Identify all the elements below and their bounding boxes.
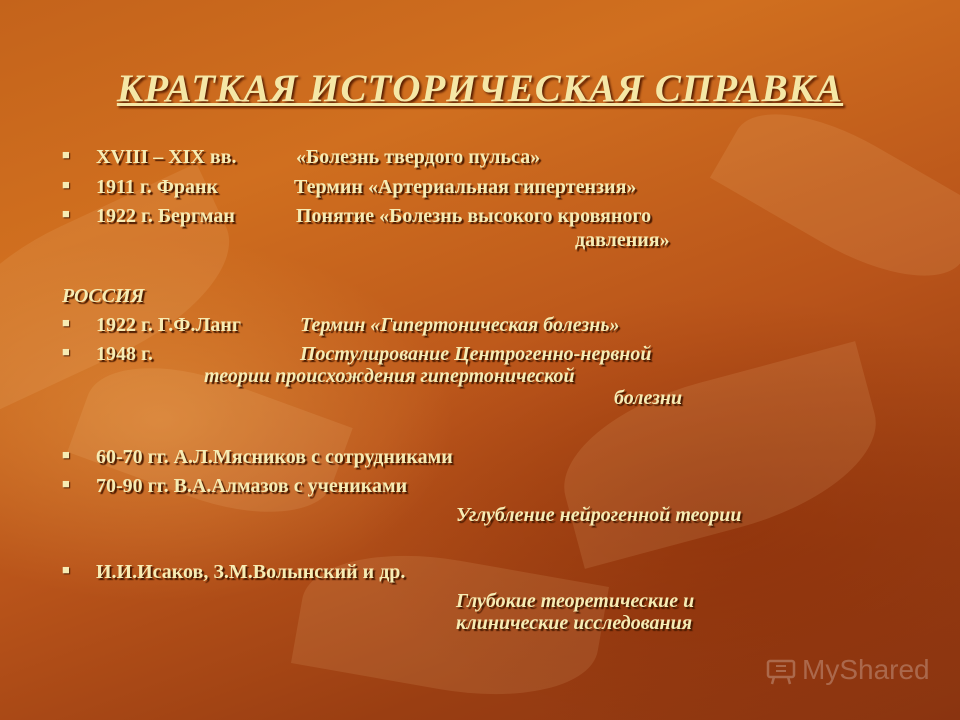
- bullet-icon: ■: [62, 562, 70, 577]
- item-date: 1922 г. Бергман: [96, 205, 235, 227]
- item-text: теории происхождения гипертонической: [204, 365, 575, 387]
- bullet-icon: ■: [62, 476, 70, 491]
- item-text: Глубокие теоретические и: [456, 590, 695, 612]
- item-date: 1911 г. Франк: [96, 176, 219, 198]
- bullet-icon: ■: [62, 206, 70, 221]
- item-text: «Болезнь твердого пульса»: [296, 146, 541, 168]
- bullet-icon: ■: [62, 177, 70, 192]
- item-text: клинические исследования: [456, 612, 693, 634]
- item-text: Понятие «Болезнь высокого кровяного: [296, 205, 652, 227]
- decorative-leaf: [546, 341, 894, 569]
- section-heading-russia: РОССИЯ: [62, 285, 145, 307]
- item-date: 1948 г.: [96, 343, 153, 365]
- item-text: 70-90 гг. В.А.Алмазов с учениками: [96, 475, 408, 497]
- watermark-text: MyShared: [802, 654, 930, 685]
- item-text: Углубление нейрогенной теории: [456, 504, 742, 526]
- slide-title: КРАТКАЯ ИСТОРИЧЕСКАЯ СПРАВКА: [116, 67, 844, 110]
- decorative-leaf: [710, 82, 960, 307]
- item-text: Термин «Гипертоническая болезнь»: [300, 314, 620, 336]
- watermark-logo-icon: [766, 657, 796, 685]
- item-text: давления»: [575, 229, 670, 251]
- item-text: болезни: [614, 387, 683, 409]
- bullet-icon: ■: [62, 315, 70, 330]
- item-date: 1922 г. Г.Ф.Ланг: [96, 314, 241, 336]
- bullet-icon: ■: [62, 447, 70, 462]
- item-text: Термин «Артериальная гипертензия»: [294, 176, 637, 198]
- bullet-icon: ■: [62, 344, 70, 359]
- item-text: 60-70 гг. А.Л.Мясников с сотрудниками: [96, 446, 453, 468]
- item-text: И.И.Исаков, З.М.Волынский и др.: [96, 561, 406, 583]
- item-text: Постулирование Центрогенно-нервной: [300, 343, 652, 365]
- bullet-icon: ■: [62, 147, 70, 162]
- item-date: XVIII – XIX вв.: [96, 146, 237, 168]
